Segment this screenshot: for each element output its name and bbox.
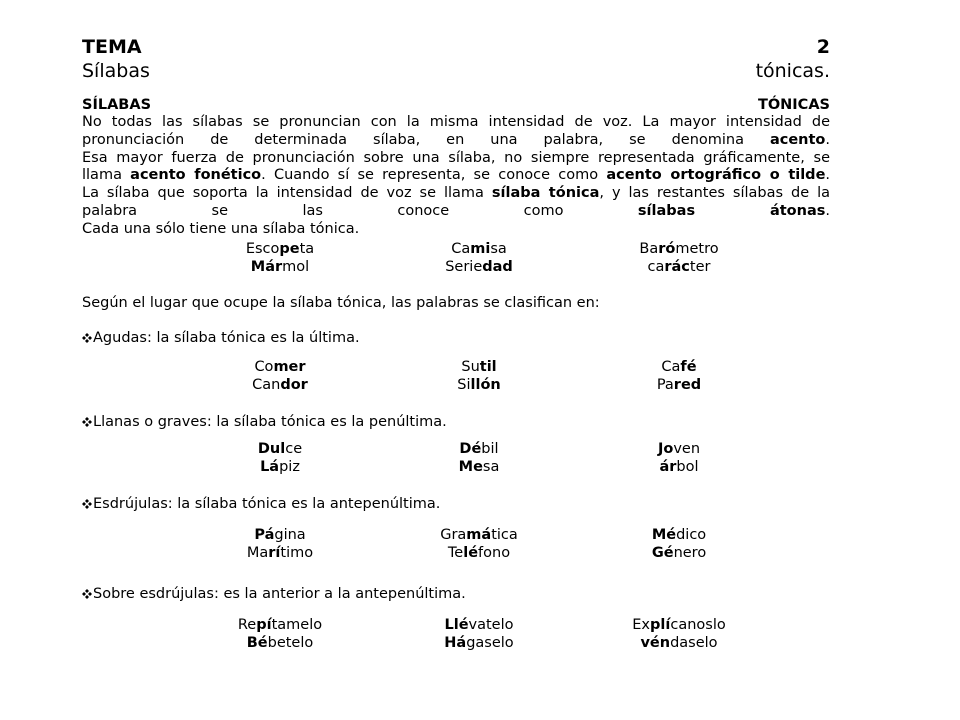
paragraph-line <box>82 203 830 221</box>
paragraph-text: La sílaba que soporta la intensidad de voz se llama <box>82 185 492 202</box>
syllable-post: tica <box>491 527 518 543</box>
tonic-syllable: mer <box>273 359 306 375</box>
tonic-syllable: Me <box>458 459 483 475</box>
example-words-esdrujulas <box>0 526 960 562</box>
syllable-pre: Pa <box>656 377 674 393</box>
example-word <box>379 440 579 458</box>
syllable-pre: Ba <box>639 241 659 257</box>
tonic-syllable: lé <box>463 545 479 561</box>
bold-term: acento <box>769 131 826 148</box>
document-title <box>82 35 830 83</box>
example-word <box>379 258 579 276</box>
tonic-syllable: rác <box>664 259 690 275</box>
example-row <box>0 358 960 376</box>
bold-term: acento ortográfico o tilde <box>606 167 826 184</box>
example-words-agudas <box>0 358 960 394</box>
syllable-pre: Te <box>447 545 464 561</box>
diamond-bullet-icon <box>82 499 92 509</box>
tonic-syllable: Pá <box>254 527 275 543</box>
syllable-post: ter <box>689 259 711 275</box>
example-word <box>579 240 779 258</box>
example-word <box>180 376 380 394</box>
example-word <box>579 440 779 458</box>
body-paragraph <box>82 114 830 239</box>
syllable-pre: ca <box>647 259 665 275</box>
example-word <box>379 544 579 562</box>
paragraph-text: pronunciación de determinada sílaba, en una palabra, se denomina <box>82 131 770 148</box>
syllable-post: bil <box>481 441 499 457</box>
example-row <box>0 376 960 394</box>
syllable-post: gaselo <box>466 635 514 651</box>
example-word <box>379 616 579 634</box>
paragraph-line <box>82 185 830 203</box>
example-word <box>579 258 779 276</box>
syllable-pre: Gra <box>440 527 467 543</box>
tonic-syllable: til <box>479 359 497 375</box>
paragraph-text: palabra se las conoce como <box>82 202 638 219</box>
bold-term: sílaba tónica <box>491 185 600 202</box>
diamond-bullet-icon <box>82 333 92 343</box>
section-heading-silabas: SÍLABAS <box>82 97 152 113</box>
paragraph-text: No todas las sílabas se pronuncian con la misma intensidad de voz. La mayor intensidad de <box>82 114 830 130</box>
paragraph-line <box>82 132 830 150</box>
example-row <box>0 634 960 652</box>
example-word <box>379 458 579 476</box>
paragraph-text: . <box>825 202 830 219</box>
tonic-syllable: Jo <box>657 441 674 457</box>
syllable-pre: Serie <box>445 259 483 275</box>
example-row <box>0 258 960 276</box>
paragraph-text: . <box>825 167 830 184</box>
tonic-syllable: Llé <box>444 617 469 633</box>
tonic-syllable: dor <box>280 377 308 393</box>
example-word <box>180 526 380 544</box>
example-word <box>579 544 779 562</box>
tonic-syllable: llón <box>470 377 501 393</box>
tonic-syllable: Há <box>444 635 467 651</box>
syllable-post: ven <box>673 441 701 457</box>
syllable-post: fono <box>478 545 511 561</box>
example-word <box>379 634 579 652</box>
diamond-bullet-icon <box>82 417 92 427</box>
example-word <box>379 376 579 394</box>
category-llanas <box>82 413 447 431</box>
syllable-post: metro <box>675 241 719 257</box>
tonic-syllable: Mé <box>651 527 677 543</box>
tonic-syllable: pe <box>279 241 300 257</box>
tonic-syllable: ár <box>659 459 677 475</box>
tonic-syllable: plí <box>650 617 671 633</box>
tonic-syllable: dad <box>482 259 513 275</box>
tonic-syllable: Dé <box>459 441 482 457</box>
paragraph-line <box>82 150 830 168</box>
example-word <box>579 376 779 394</box>
classification-intro: Según el lugar que ocupe la sílaba tónica, las palabras se clasifican en: <box>82 295 600 311</box>
example-words-sobreesdrujulas <box>0 616 960 652</box>
example-row <box>0 616 960 634</box>
syllable-pre: Can <box>252 377 281 393</box>
example-word <box>180 240 380 258</box>
example-row <box>0 458 960 476</box>
example-words-general <box>0 240 960 276</box>
syllable-post: dico <box>676 527 707 543</box>
tonic-syllable: mi <box>470 241 491 257</box>
title-tema: TEMA <box>82 36 142 58</box>
example-word <box>379 526 579 544</box>
example-word <box>579 358 779 376</box>
category-esdrujulas <box>82 495 440 513</box>
tonic-syllable: ró <box>658 241 676 257</box>
tonic-syllable: Már <box>250 259 283 275</box>
title-number: 2 <box>816 36 830 58</box>
paragraph-line <box>82 167 830 185</box>
example-words-llanas <box>0 440 960 476</box>
syllable-post: mol <box>282 259 310 275</box>
paragraph-text: Cada una sólo tiene una sílaba tónica. <box>82 220 360 237</box>
tonic-syllable: Dul <box>257 441 286 457</box>
example-word <box>180 358 380 376</box>
example-word <box>579 616 779 634</box>
syllable-post: piz <box>279 459 300 475</box>
section-heading <box>82 96 830 114</box>
diamond-bullet-icon <box>82 589 92 599</box>
example-word <box>180 458 380 476</box>
tonic-syllable: má <box>466 527 492 543</box>
syllable-post: sa <box>482 459 500 475</box>
category-sobreesdrujulas <box>82 585 466 603</box>
syllable-post: ce <box>285 441 303 457</box>
tonic-syllable: red <box>673 377 702 393</box>
bold-term: sílabas átonas <box>637 202 826 219</box>
syllable-post: canoslo <box>670 617 726 633</box>
paragraph-text: llama <box>82 167 131 184</box>
tonic-syllable: Lá <box>260 459 280 475</box>
tonic-syllable: Bé <box>246 635 268 651</box>
example-word <box>180 544 380 562</box>
syllable-post: sa <box>490 241 507 257</box>
bold-term: acento fonético <box>130 167 262 184</box>
paragraph-text: , y las restantes sílabas de la <box>599 185 830 202</box>
syllable-post: gina <box>274 527 306 543</box>
tonic-syllable: fé <box>680 359 697 375</box>
syllable-pre: Esco <box>245 241 280 257</box>
example-row <box>0 526 960 544</box>
syllable-post: vatelo <box>468 617 514 633</box>
category-agudas <box>82 329 360 347</box>
syllable-pre: Su <box>461 359 480 375</box>
title-row <box>82 35 830 59</box>
paragraph-line <box>82 114 830 132</box>
example-word <box>180 258 380 276</box>
tonic-syllable: vén <box>640 635 671 651</box>
example-word <box>579 634 779 652</box>
tonic-syllable: pí <box>256 617 272 633</box>
tonic-syllable: rí <box>268 545 281 561</box>
category-text: Esdrújulas: la sílaba tónica es la antepenúltima. <box>93 496 441 512</box>
syllable-pre: Ca <box>451 241 471 257</box>
example-row <box>0 544 960 562</box>
syllable-post: daselo <box>670 635 718 651</box>
paragraph-line <box>82 221 830 239</box>
syllable-pre: Co <box>254 359 274 375</box>
syllable-post: bol <box>676 459 699 475</box>
syllable-pre: Ca <box>661 359 681 375</box>
tonic-syllable: Gé <box>651 545 674 561</box>
category-text: Sobre esdrújulas: es la anterior a la antepenúltima. <box>93 586 466 602</box>
subtitle-tonicas: tónicas. <box>755 60 830 82</box>
syllable-pre: Ex <box>632 617 651 633</box>
category-text: Llanas o graves: la sílaba tónica es la penúltima. <box>93 414 447 430</box>
paragraph-text: . <box>825 131 830 148</box>
syllable-post: timo <box>280 545 314 561</box>
paragraph-text: . Cuando sí se representa, se conoce como <box>261 167 607 184</box>
syllable-pre: Re <box>237 617 257 633</box>
syllable-post: nero <box>673 545 707 561</box>
example-word <box>379 358 579 376</box>
syllable-post: betelo <box>267 635 314 651</box>
example-word <box>379 240 579 258</box>
example-word <box>180 634 380 652</box>
category-text: Agudas: la sílaba tónica es la última. <box>93 330 360 346</box>
example-word <box>579 458 779 476</box>
syllable-post: tamelo <box>271 617 323 633</box>
subtitle-silabas: Sílabas <box>82 60 150 82</box>
example-row <box>0 240 960 258</box>
syllable-pre: Ma <box>246 545 269 561</box>
paragraph-text: Esa mayor fuerza de pronunciación sobre una sílaba, no siempre representada gráficamente, se <box>82 149 830 166</box>
example-word <box>180 440 380 458</box>
example-word <box>579 526 779 544</box>
example-row <box>0 440 960 458</box>
syllable-pre: Si <box>457 377 471 393</box>
subtitle-row <box>82 59 830 83</box>
section-heading-tonicas: TÓNICAS <box>757 97 830 113</box>
syllable-post: ta <box>299 241 315 257</box>
example-word <box>180 616 380 634</box>
